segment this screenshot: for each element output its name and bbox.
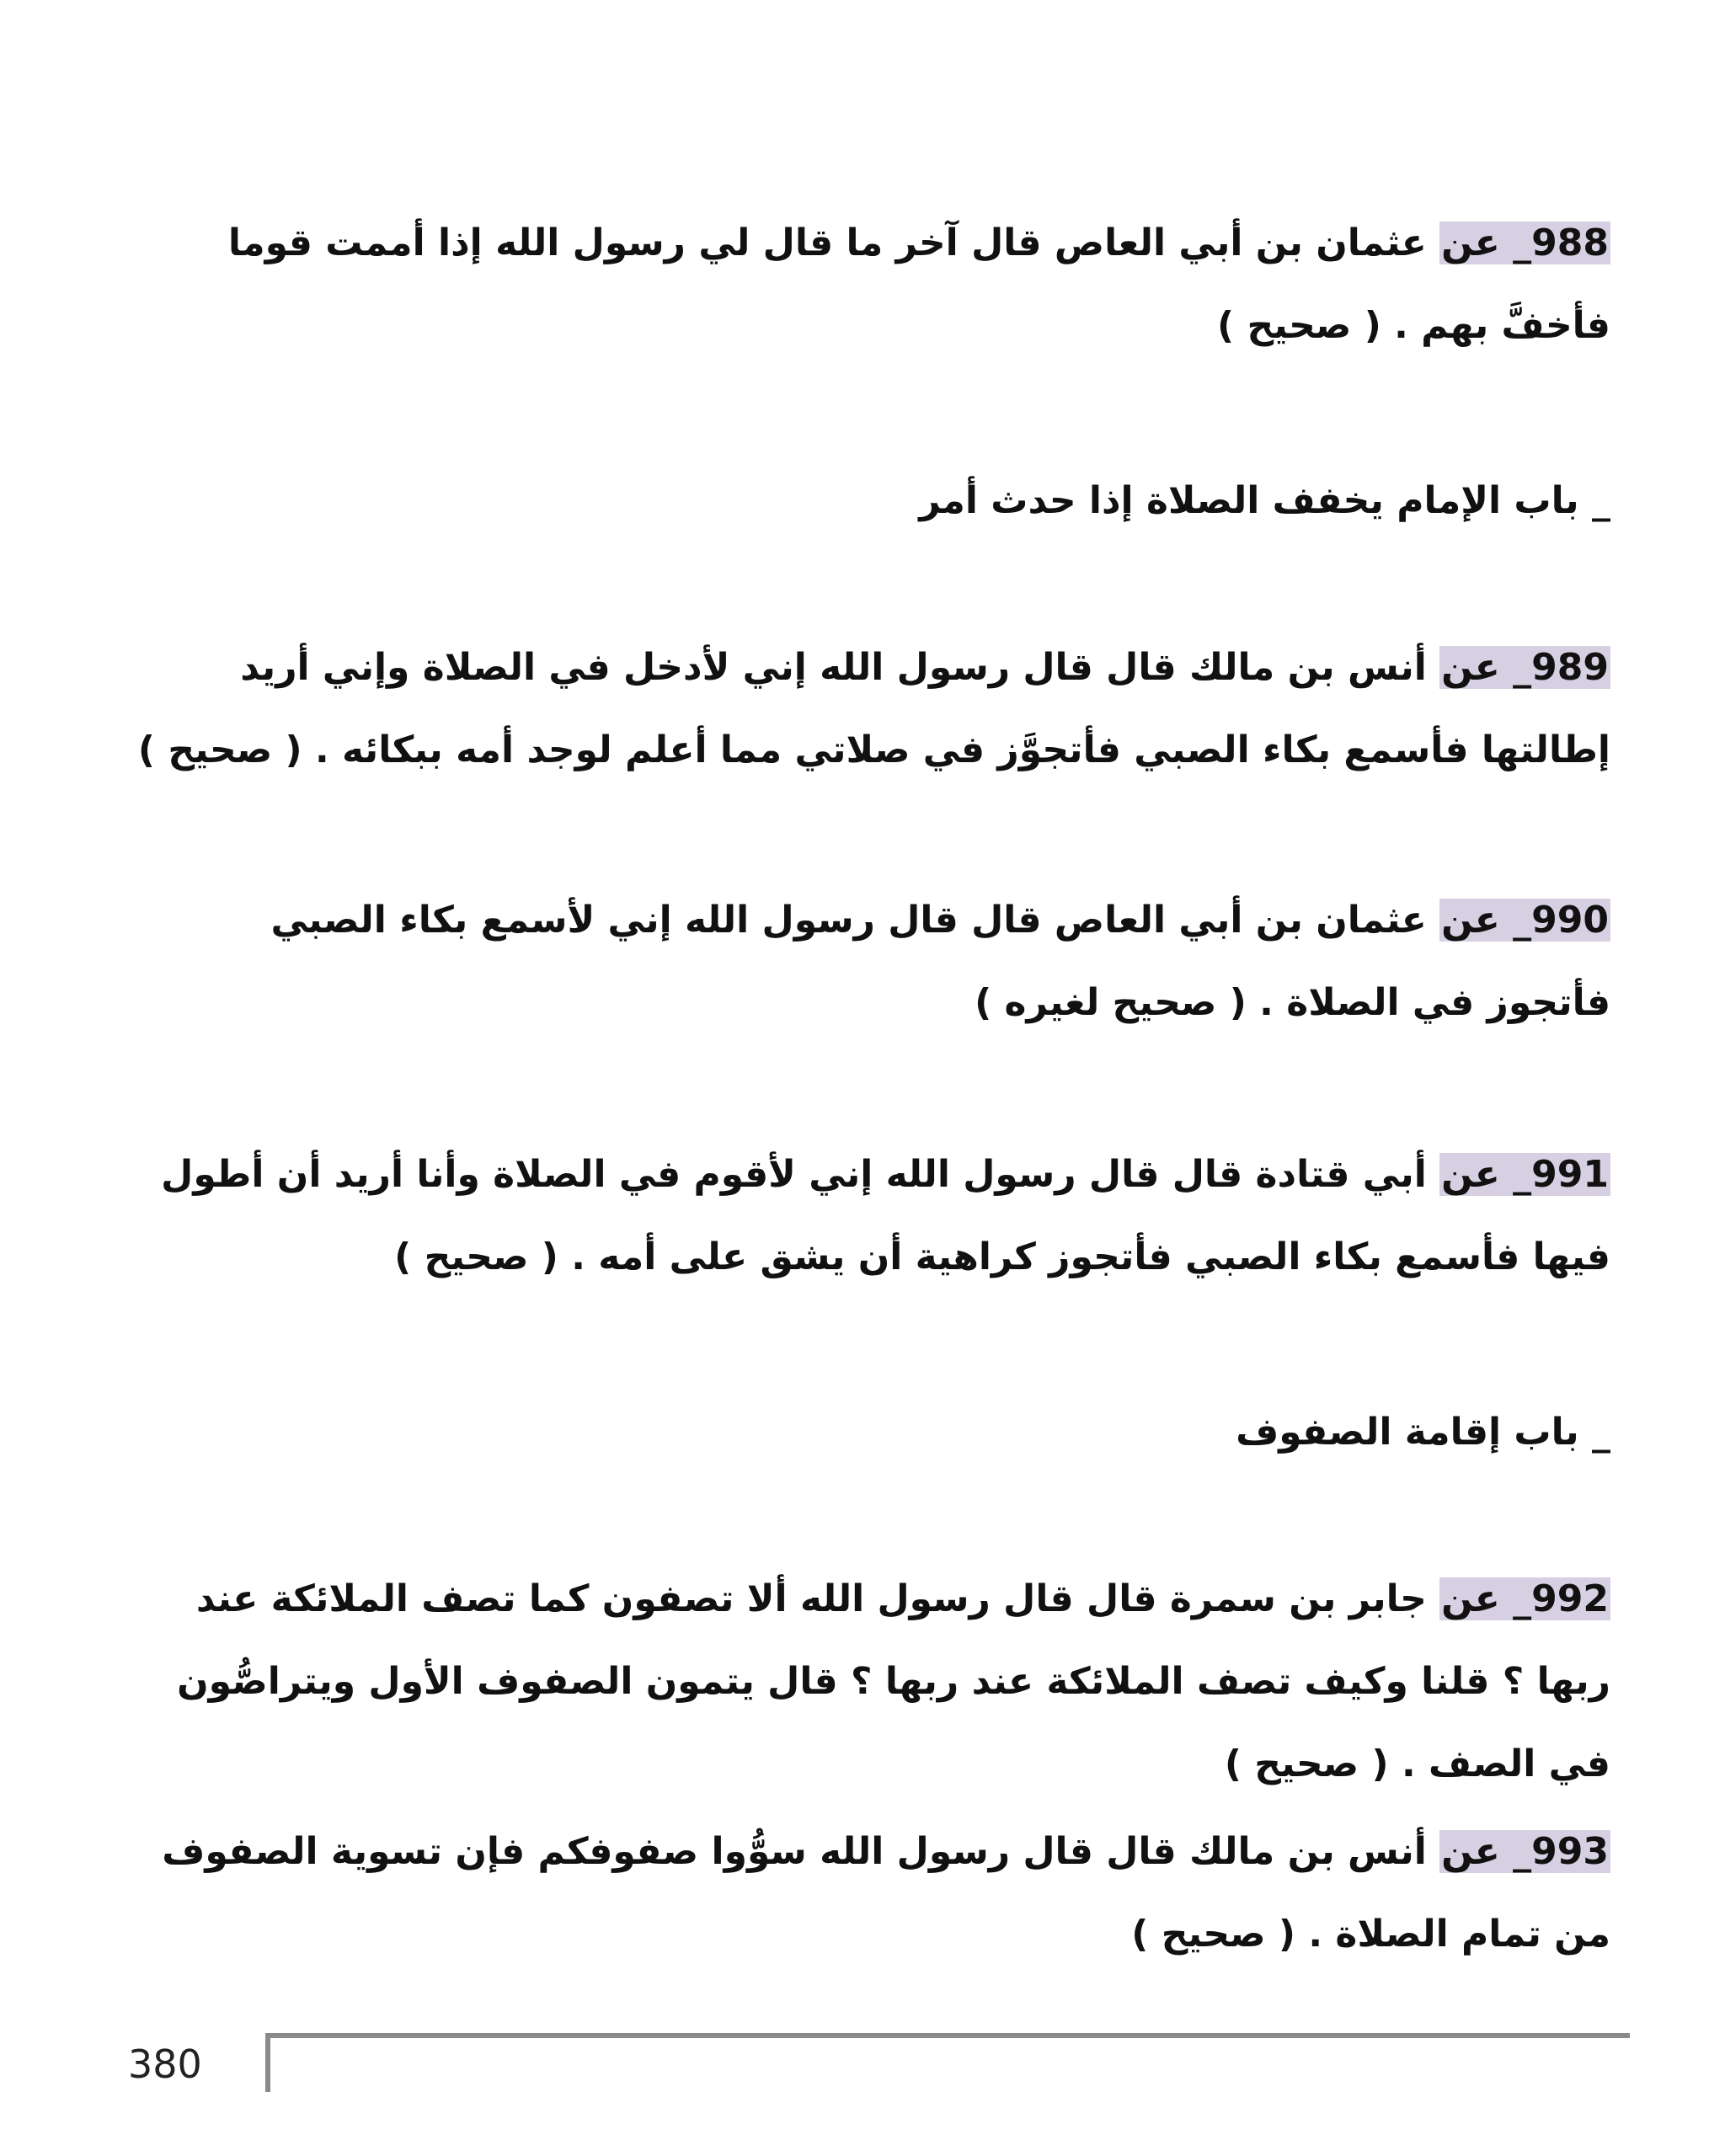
hadith-number-988: 988_ عن: [1441, 221, 1609, 264]
hadith-991: [135, 1134, 1610, 1299]
hadith-988: [135, 202, 1610, 367]
hadith-text-992: جابر بن سمرة قال قال رسول الله ألا تصفون كما تصف الملائكة عند ربها ؟ قلنا وكيف تصف الملائكة عند ربها ؟ قال يتمون الصفوف الأول ويتراصُّون في الصف . ( صحيح ): [177, 1577, 1610, 1785]
hadith-990: [135, 879, 1610, 1044]
hadith-993: [135, 1811, 1610, 1976]
hadith-number-991: 991_ عن: [1441, 1153, 1609, 1196]
hadith-text-990: عثمان بن أبي العاص قال قال رسول الله إني لأسمع بكاء الصبي فأتجوز في الصلاة . ( صحيح لغيره ): [270, 899, 1610, 1024]
hadith-text-993: أنس بن مالك قال قال رسول الله سوُّوا صفوفكم فإن تسوية الصفوف من تمام الصلاة . ( صحيح ): [162, 1830, 1610, 1956]
footer-divider-tick: [265, 2033, 270, 2092]
footer-rule: [265, 2033, 1630, 2038]
hadith-992: [135, 1558, 1610, 1806]
chapter-heading-straightening-rows: _ باب إقامة الصفوف: [1236, 1411, 1610, 1454]
hadith-text-989: أنس بن مالك قال قال رسول الله إني لأدخل في الصلاة وإني أريد إطالتها فأسمع بكاء الصبي فأتجوَّز في صلاتي مما أعلم لوجد أمه ببكائه . ( صحيح ): [137, 646, 1610, 771]
chapter-heading-imam-lightens-prayer: _ باب الإمام يخفف الصلاة إذا حدث أمر: [919, 479, 1610, 522]
hadith-989: [135, 627, 1610, 792]
hadith-number-993: 993_ عن: [1441, 1830, 1609, 1873]
hadith-text-991: أبي قتادة قال قال رسول الله إني لأقوم في الصلاة وأنا أريد أن أطول فيها فأسمع بكاء الصبي فأتجوز كراهية أن يشق على أمه . ( صحيح ): [161, 1153, 1610, 1278]
hadith-text-988: عثمان بن أبي العاص قال آخر ما قال لي رسول الله إذا أممت قوما فأخفَّ بهم . ( صحيح ): [227, 221, 1610, 347]
hadith-number-992: 992_ عن: [1441, 1577, 1609, 1620]
page-number: 380: [128, 2041, 202, 2087]
hadith-number-989: 989_ عن: [1441, 646, 1609, 689]
hadith-number-990: 990_ عن: [1441, 899, 1609, 942]
